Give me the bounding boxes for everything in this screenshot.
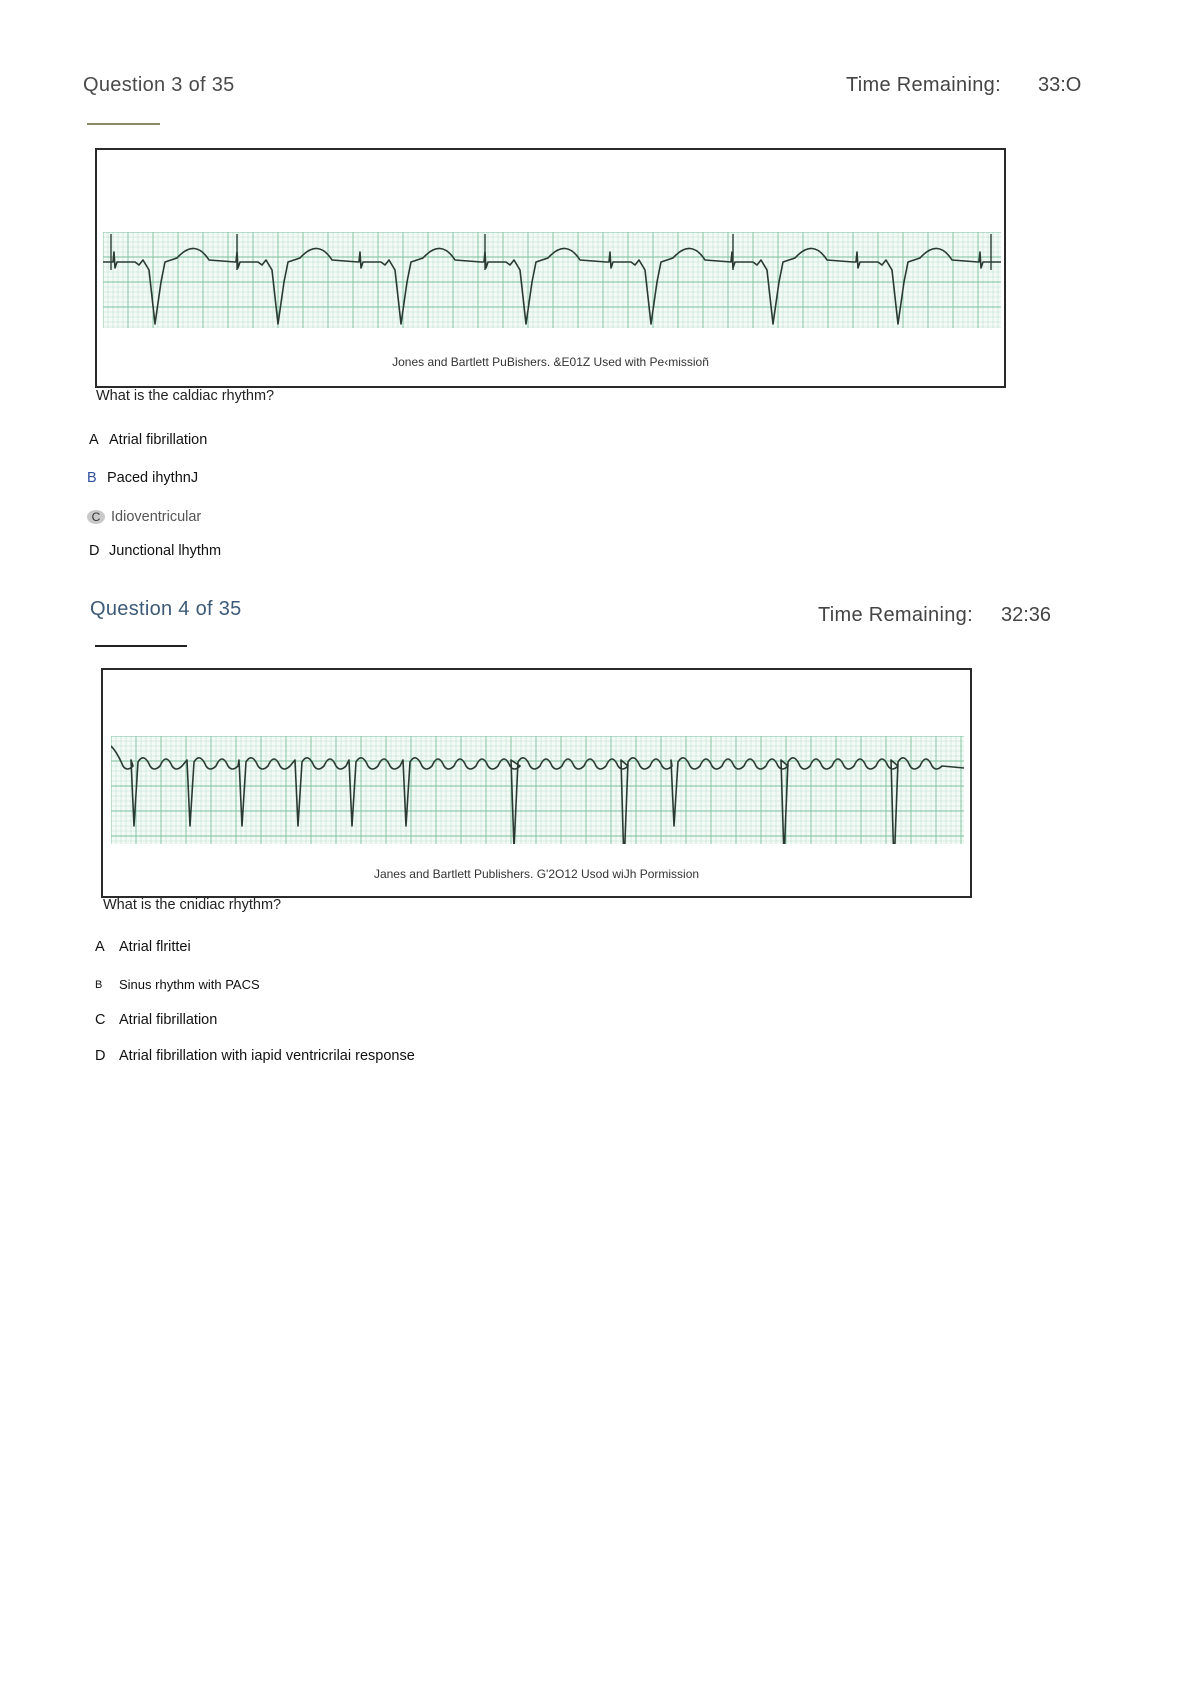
q4-option-b[interactable] bbox=[95, 977, 260, 992]
q4-question-text: What is the cnidiac rhythm? bbox=[103, 897, 282, 913]
q3-title: Question 3 of 35 bbox=[83, 74, 235, 96]
q3-option-d-letter: D bbox=[89, 543, 100, 559]
q4-option-c-letter: C bbox=[95, 1012, 106, 1028]
q3-option-b-text: Paced ihythnJ bbox=[107, 470, 199, 486]
q4-option-a-text: Atrial flrittei bbox=[119, 939, 191, 955]
q4-option-c[interactable] bbox=[95, 1012, 217, 1028]
q3-ecg-figure bbox=[95, 148, 1006, 388]
q3-option-a[interactable] bbox=[89, 432, 207, 448]
q3-option-b-letter: B bbox=[87, 470, 97, 486]
q3-question-text: What is the caldiac rhythm? bbox=[96, 388, 275, 404]
q3-time-remaining-value: 33:O bbox=[1038, 74, 1082, 96]
q4-option-b-text: Sinus rhythm with PACS bbox=[119, 977, 260, 992]
q3-option-a-letter: A bbox=[89, 432, 99, 448]
q3-title-underline bbox=[87, 123, 160, 125]
q3-option-d-text: Junctional lhythm bbox=[109, 543, 222, 559]
q4-ecg-strip bbox=[111, 736, 964, 844]
q4-time-remaining-value: 32:36 bbox=[1001, 604, 1052, 626]
q4-title: Question 4 of 35 bbox=[90, 598, 242, 620]
q3-option-c[interactable] bbox=[87, 509, 201, 525]
q4-image-credit: Janes and Bartlett Publishers. G'2O12 Usod wiJh Pormission bbox=[373, 867, 700, 881]
q4-option-d-text: Atrial fibrillation with iapid ventricrilai response bbox=[119, 1048, 415, 1064]
q4-option-a-letter: A bbox=[95, 939, 105, 955]
q4-option-d-letter: D bbox=[95, 1048, 106, 1064]
q4-title-underline bbox=[95, 645, 187, 647]
q3-option-c-selected-marker: C bbox=[87, 510, 105, 524]
q3-option-a-text: Atrial fibrillation bbox=[109, 432, 208, 448]
q4-option-b-letter: B bbox=[95, 978, 103, 991]
q4-option-d[interactable] bbox=[95, 1048, 415, 1064]
q3-time-remaining-label: Time Remaining: bbox=[846, 74, 1001, 96]
q3-ecg-strip bbox=[103, 232, 1001, 328]
q4-time-remaining-label: Time Remaining: bbox=[818, 604, 973, 626]
q3-option-d[interactable] bbox=[89, 543, 221, 559]
q3-image-credit: Jones and Bartlett PuBishers. &E01Z Used with Pe‹missioñ bbox=[392, 355, 709, 369]
q4-option-a[interactable] bbox=[95, 939, 191, 955]
q4-option-c-text: Atrial fibrillation bbox=[119, 1012, 218, 1028]
q4-ecg-figure bbox=[101, 668, 972, 898]
q3-option-c-text: Idioventricular bbox=[111, 509, 202, 525]
q3-option-b[interactable] bbox=[87, 470, 198, 486]
